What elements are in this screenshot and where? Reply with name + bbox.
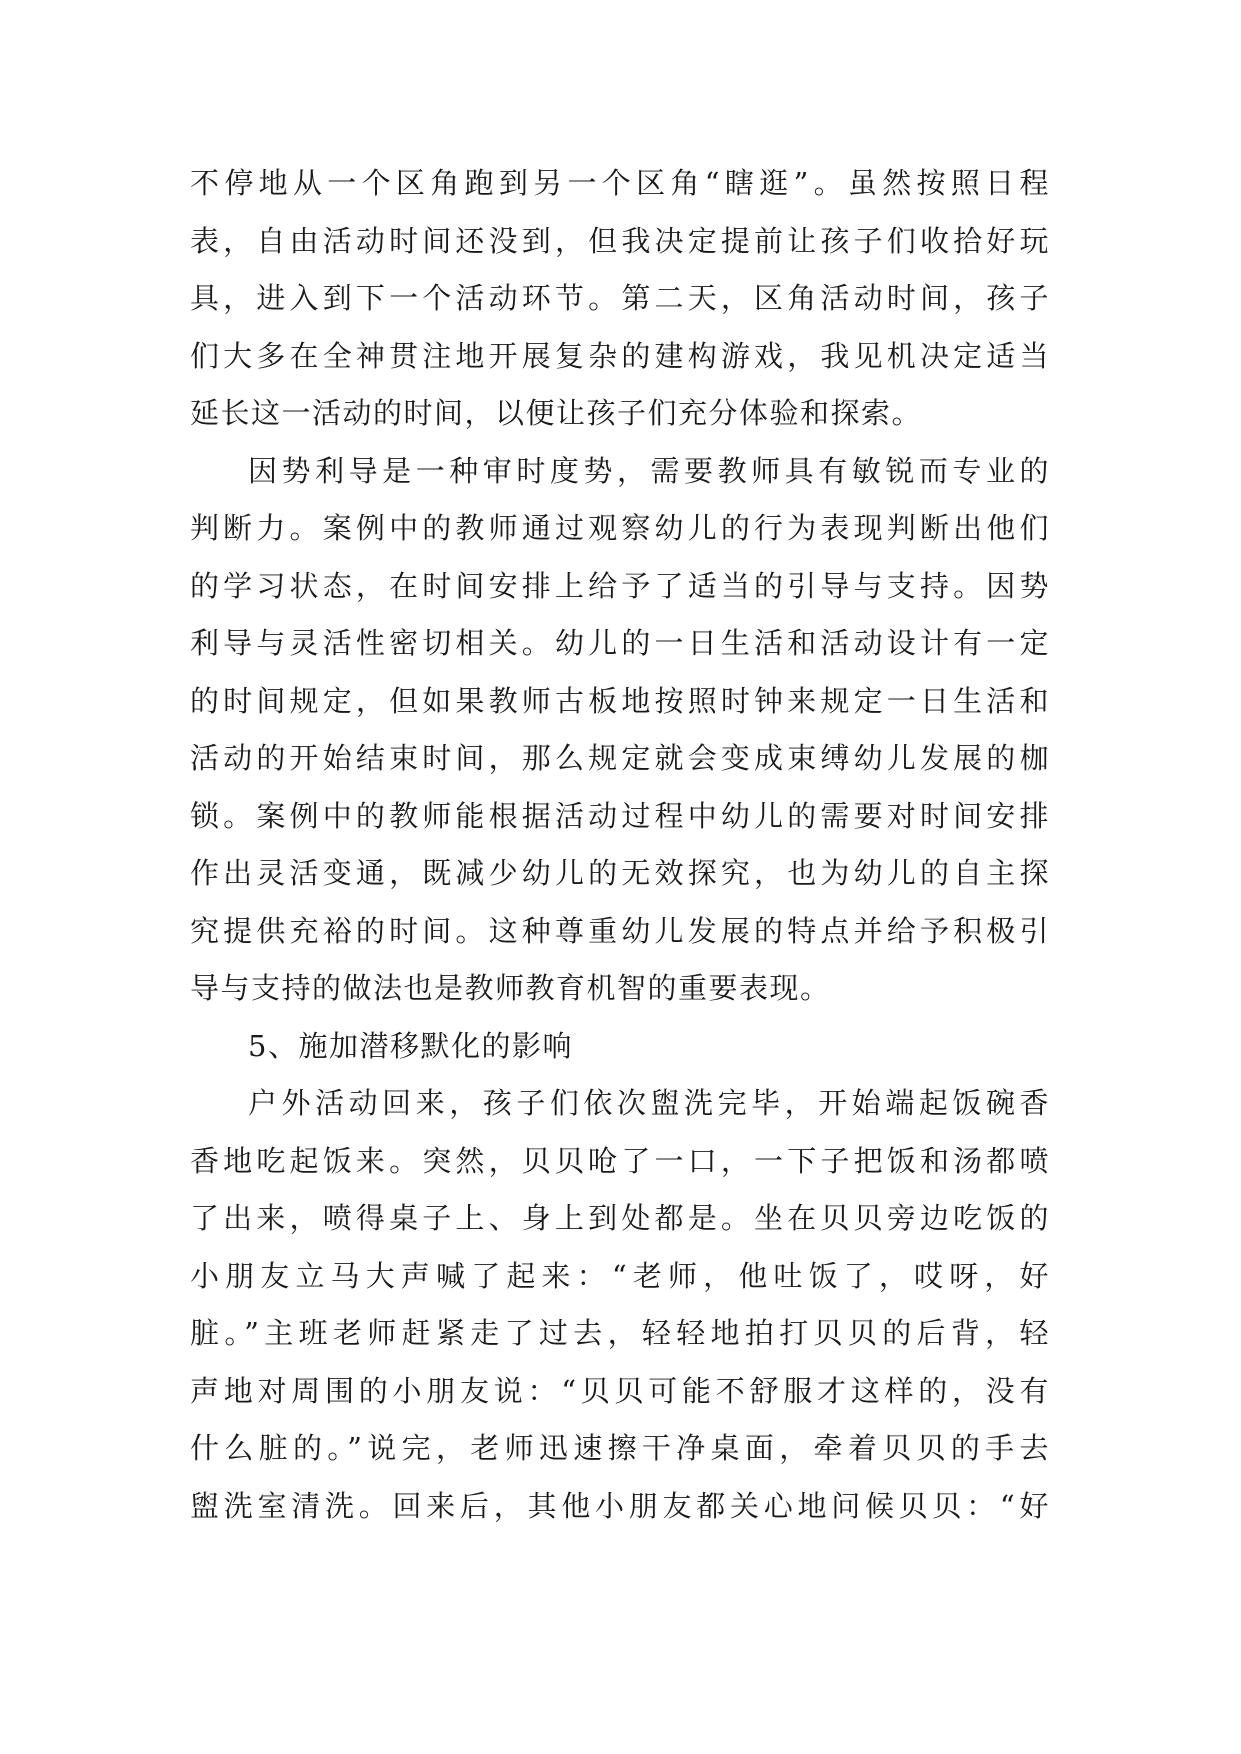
text-line: 脏。”主班老师赶紧走了过去，轻轻地拍打贝贝的后背，轻	[190, 1316, 1050, 1350]
text-line: 小朋友立马大声喊了起来：“老师，他吐饭了，哎呀，好	[190, 1258, 1050, 1293]
text-line: 锁。案例中的教师能根据活动过程中幼儿的需要对时间安排	[190, 798, 1050, 833]
body-text	[190, 155, 1050, 1535]
text-line: 表，自由活动时间还没到，但我决定提前让孩子们收拾好玩	[190, 223, 1050, 258]
text-line: 不停地从一个区角跑到另一个区角“瞎逛”。虽然按照日程	[190, 166, 1050, 200]
text-line: 香地吃起饭来。突然，贝贝呛了一口，一下子把饭和汤都喷	[190, 1143, 1050, 1178]
text-line: 声地对周围的小朋友说：“贝贝可能不舒服才这样的，没有	[190, 1373, 1050, 1408]
text-line: 利导与灵活性密切相关。幼儿的一日生活和活动设计有一定	[190, 626, 1050, 660]
text-line: 延长这一活动的时间，以便让孩子们充分体验和探索。	[190, 396, 923, 430]
text-line: 盥洗室清洗。回来后，其他小朋友都关心地问候贝贝：“好	[190, 1488, 1050, 1523]
text-line: 因势利导是一种审时度势，需要教师具有敏锐而专业的	[248, 453, 1050, 488]
text-line: 的时间规定，但如果教师古板地按照时钟来规定一日生活和	[190, 683, 1050, 718]
text-line: 导与支持的做法也是教师教育机智的重要表现。	[190, 971, 831, 1005]
text-line: 户外活动回来，孩子们依次盥洗完毕，开始端起饭碗香	[248, 1086, 1050, 1120]
text-line: 什么脏的。”说完，老师迅速擦干净桌面，牵着贝贝的手去	[190, 1431, 1050, 1465]
text-line: 判断力。案例中的教师通过观察幼儿的行为表现判断出他们	[190, 511, 1050, 545]
text-line: 作出灵活变通，既减少幼儿的无效探究，也为幼儿的自主探	[190, 856, 1050, 890]
text-line: 了出来，喷得桌子上、身上到处都是。坐在贝贝旁边吃饭的	[190, 1201, 1050, 1235]
text-line: 活动的开始结束时间，那么规定就会变成束缚幼儿发展的枷	[190, 741, 1050, 775]
text-line: 5、施加潜移默化的影响	[248, 1028, 573, 1063]
text-line: 究提供充裕的时间。这种尊重幼儿发展的特点并给予积极引	[190, 913, 1050, 948]
text-line: 具，进入到下一个活动环节。第二天，区角活动时间，孩子	[190, 281, 1050, 315]
text-line: 们大多在全神贯注地开展复杂的建构游戏，我见机决定适当	[190, 338, 1050, 373]
text-line: 的学习状态，在时间安排上给予了适当的引导与支持。因势	[190, 568, 1050, 603]
